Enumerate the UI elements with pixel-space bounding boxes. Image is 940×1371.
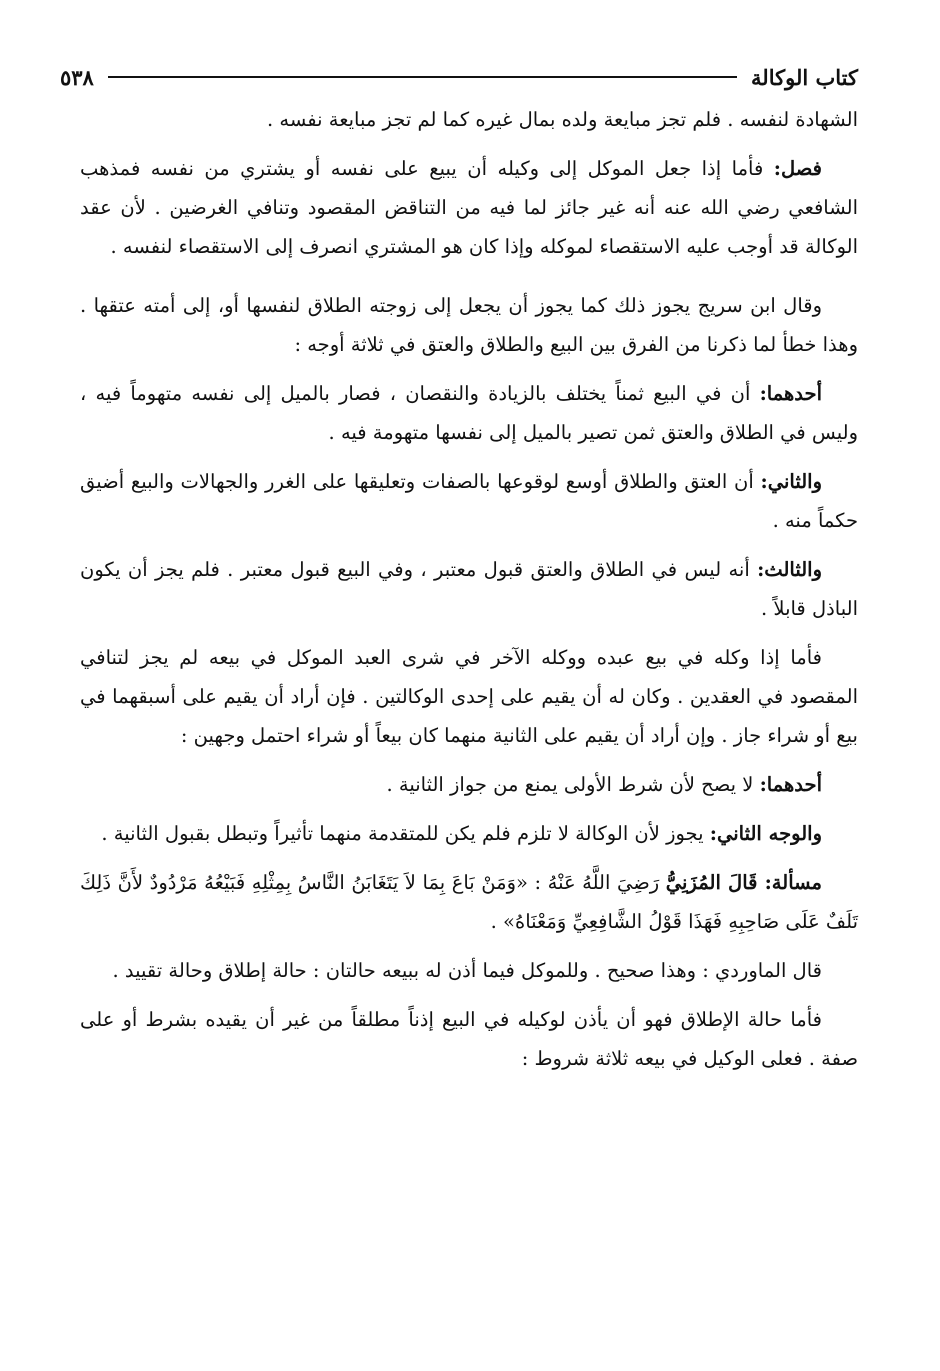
paragraph-4 — [80, 374, 858, 452]
paragraph-10 — [80, 863, 858, 941]
paragraph-lead: أحدهما: — [759, 382, 823, 405]
paragraph-text: أن في البيع ثمناً يختلف بالزيادة والنقصان ، فصار بالميل إلى نفسه متهوماً فيه ، وليس في الطلاق والعتق ثمن تصير بالميل إلى نفسها متهومة فيه . — [80, 382, 858, 444]
paragraph-1 — [80, 100, 858, 139]
paragraph-2 — [80, 149, 858, 266]
paragraph-lead: مسألة: قَالَ المُزَنِيُّ — [665, 871, 822, 894]
paragraph-text: وقال ابن سريج يجوز ذلك كما يجوز أن يجعل إلى زوجته الطلاق لنفسها أو، إلى أمته عتقها . وهذا خطأ لما ذكرنا من الفرق بين البيع والطلاق والعتق في ثلاثة أوجه : — [80, 294, 858, 356]
paragraph-lead: فصل: — [773, 157, 822, 180]
paragraph-text: يجوز لأن الوكالة لا تلزم فلم يكن للمتقدمة منهما تأثيراً وتبطل بقبول الثانية . — [101, 822, 704, 845]
paragraph-text: فأما إذا جعل الموكل إلى وكيله أن يبيع على نفسه أو يشتري من نفسه فمذهب الشافعي رضي الله عنه أنه غير جائز لما فيه من التناقض المقصود وتنافي الغرضين . لأن عقد الوكالة قد أوجب عليه الاستقصاء لموكله وإذا كان هو المشتري انصرف إلى الاستقصاء لنفسه . — [80, 157, 858, 258]
paragraph-text: رَضِيَ اللَّهُ عَنْهُ : «وَمَنْ بَاعَ بِمَا لاَ يَتَغَابَنُ النَّاسُ بِمِثْلِهِ فَبَيْعُهُ مَرْدُودٌ لأَنَّ ذَلِكَ تَلَفٌ عَلَى صَاحِبِهِ فَهَذَا قَوْلُ الشَّافِعِيِّ وَمَعْنَاهُ» . — [80, 871, 858, 933]
paragraph-11 — [80, 951, 858, 990]
paragraph-text: قال الماوردي : وهذا صحيح . وللموكل فيما أذن له ببيعه حالتان : حالة إطلاق وحالة تقييد . — [112, 959, 822, 982]
paragraph-5 — [80, 462, 858, 540]
page-number: ٥٣٨ — [60, 64, 94, 90]
page-body — [80, 100, 858, 1088]
paragraph-text: الشهادة لنفسه . فلم تجز مبايعة ولده بمال غيره كما لم تجز مبايعة نفسه . — [267, 108, 858, 131]
paragraph-text: أن العتق والطلاق أوسع لوقوعها بالصفات وتعليقها على الغرر والجهالات والبيع أضيق حكماً منه . — [80, 470, 858, 532]
running-title: كتاب الوكالة — [751, 64, 858, 90]
paragraph-text: لا يصح لأن شرط الأولى يمنع من جواز الثانية . — [386, 773, 754, 796]
paragraph-text: فأما حالة الإطلاق فهو أن يأذن لوكيله في البيع إذناً مطلقاً من غير أن يقيده بشرط أو على صفة . فعلى الوكيل في بيعه ثلاثة شروط : — [80, 1008, 858, 1070]
paragraph-9 — [80, 814, 858, 853]
paragraph-7 — [80, 638, 858, 755]
paragraph-6 — [80, 550, 858, 628]
paragraph-3 — [80, 286, 858, 364]
paragraph-12 — [80, 1000, 858, 1078]
paragraph-lead: والوجه الثاني: — [709, 822, 822, 845]
paragraph-text: أنه ليس في الطلاق والعتق قبول معتبر ، وفي البيع قبول معتبر . فلم يجز أن يكون الباذل قابلاً . — [80, 558, 858, 620]
paragraph-lead: أحدهما: — [759, 773, 822, 796]
paragraph-lead: والثالث: — [757, 558, 822, 581]
header-rule — [108, 76, 737, 78]
paragraph-lead: والثاني: — [760, 470, 822, 493]
paragraph-text: فأما إذا وكله في بيع عبده ووكله الآخر في شرى العبد الموكل في بيعه لم يجز لتنافي المقصود في العقدين . وكان له أن يقيم على إحدى الوكالتين . فإن أراد أن يقيم على أسبقهما في بيع أو شراء جاز . وإن أراد أن يقيم على الثانية منهما كان بيعاً أو شراء احتمل وجهين : — [80, 646, 858, 747]
page-header — [60, 62, 858, 92]
paragraph-8 — [80, 765, 858, 804]
